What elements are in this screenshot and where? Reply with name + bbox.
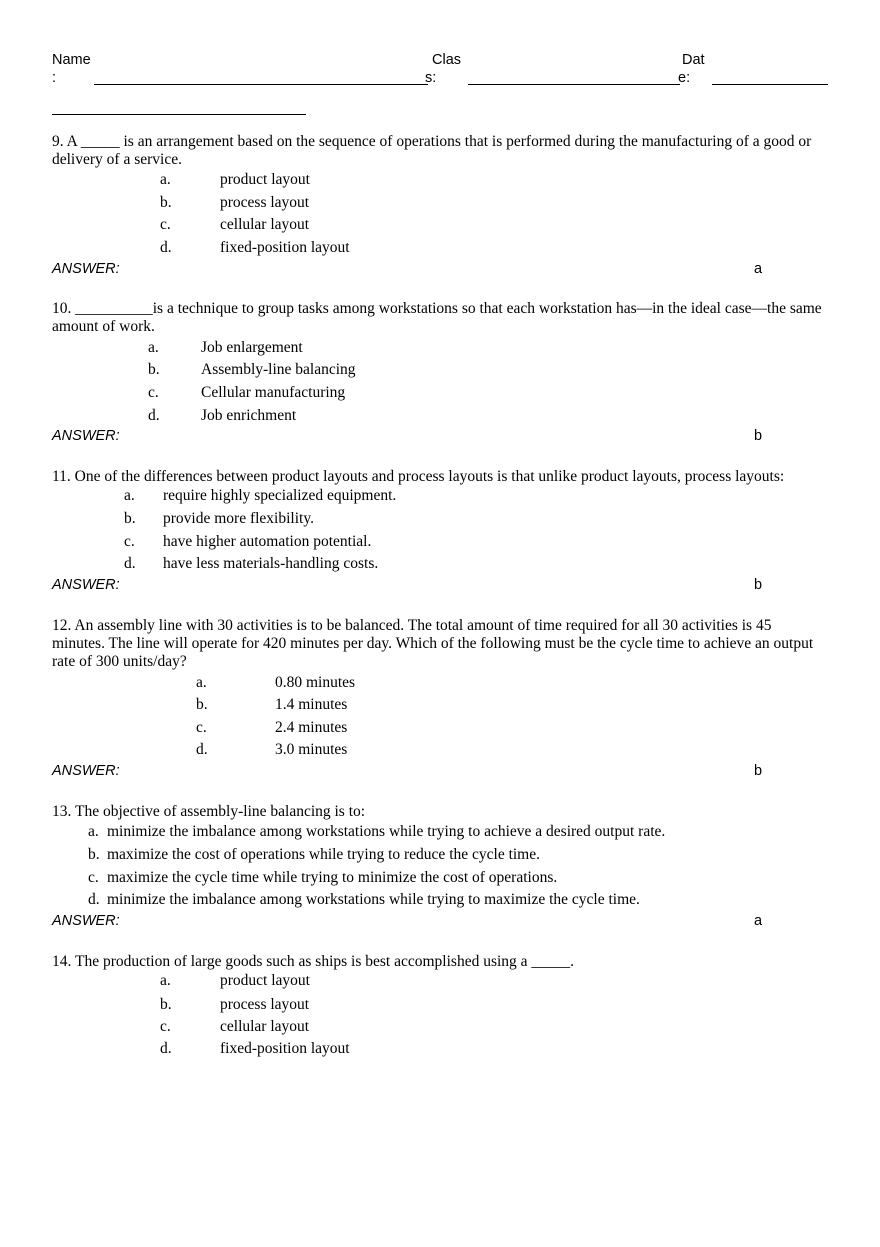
answer-value: b xyxy=(754,763,763,779)
option-text: fixed-position layout xyxy=(220,239,350,256)
class-field-line[interactable] xyxy=(468,84,680,85)
option-letter: a. xyxy=(88,823,99,840)
name-label: Name xyxy=(52,52,91,68)
question-text: 14. The production of large goods such as ships is best accomplished using a _____. xyxy=(52,953,575,970)
option-letter: c. xyxy=(88,869,99,886)
question-text: 11. One of the differences between product layouts and process layouts is that unlike product layouts, process layouts: xyxy=(52,468,785,485)
option-text: fixed-position layout xyxy=(220,1040,350,1057)
option-letter: d. xyxy=(160,1040,172,1057)
answer-label: ANSWER: xyxy=(52,261,120,277)
option-text: have less materials-handling costs. xyxy=(163,555,379,572)
date-label-suffix: e: xyxy=(678,70,691,86)
header-divider xyxy=(52,114,306,115)
question-text: 10. __________is a technique to group tasks among workstations so that each workstation has—in the ideal case—the same amount of work. xyxy=(52,300,822,335)
option-text: Cellular manufacturing xyxy=(201,384,346,401)
option-text: product layout xyxy=(220,171,310,188)
option-text: cellular layout xyxy=(220,216,310,233)
name-label-colon: : xyxy=(52,70,57,86)
option-letter: b. xyxy=(196,696,208,713)
option-text: Job enlargement xyxy=(201,339,303,356)
question-text: 12. An assembly line with 30 activities is to be balanced. The total amount of time required for all 30 activities is 45 minutes. The line will operate for 420 minutes per day. Which of the following must be the cycle time to achieve an output rate of 300 units/day? xyxy=(52,617,814,670)
question-text: 13. The objective of assembly-line balancing is to: xyxy=(52,803,366,820)
option-letter: b. xyxy=(148,361,160,378)
class-label-suffix: s: xyxy=(425,70,437,86)
answer-label: ANSWER: xyxy=(52,913,120,929)
option-letter: c. xyxy=(148,384,159,401)
option-letter: d. xyxy=(196,741,208,758)
answer-value: b xyxy=(754,577,763,593)
option-text: 3.0 minutes xyxy=(275,741,348,758)
option-text: 0.80 minutes xyxy=(275,674,356,691)
question-text: 9. A _____ is an arrangement based on the sequence of operations that is performed during the manufacturing of a good or delivery of a service. xyxy=(52,133,812,168)
option-text: cellular layout xyxy=(220,1018,310,1035)
option-text: minimize the imbalance among workstations while trying to achieve a desired output rate. xyxy=(107,823,666,840)
option-letter: c. xyxy=(160,216,171,233)
option-letter: d. xyxy=(148,407,160,424)
answer-label: ANSWER: xyxy=(52,577,120,593)
date-label: Dat xyxy=(682,52,705,68)
option-text: provide more flexibility. xyxy=(163,510,314,527)
answer-label: ANSWER: xyxy=(52,428,120,444)
option-text: process layout xyxy=(220,996,310,1013)
option-text: minimize the imbalance among workstations while trying to maximize the cycle time. xyxy=(107,891,640,908)
option-text: product layout xyxy=(220,972,310,989)
option-letter: c. xyxy=(124,533,135,550)
option-letter: b. xyxy=(160,996,172,1013)
answer-value: a xyxy=(754,261,763,277)
option-letter: d. xyxy=(160,239,172,256)
option-letter: d. xyxy=(124,555,136,572)
option-text: maximize the cycle time while trying to minimize the cost of operations. xyxy=(107,869,558,886)
option-text: 1.4 minutes xyxy=(275,696,348,713)
option-letter: b. xyxy=(88,846,100,863)
answer-value: b xyxy=(754,428,763,444)
option-letter: a. xyxy=(124,487,135,504)
option-text: process layout xyxy=(220,194,310,211)
option-letter: a. xyxy=(160,171,171,188)
class-label: Clas xyxy=(432,52,462,68)
option-letter: c. xyxy=(160,1018,171,1035)
option-letter: b. xyxy=(160,194,172,211)
option-letter: a. xyxy=(196,674,207,691)
option-letter: b. xyxy=(124,510,136,527)
name-field-line[interactable] xyxy=(94,84,428,85)
option-letter: d. xyxy=(88,891,100,908)
option-text: maximize the cost of operations while trying to reduce the cycle time. xyxy=(107,846,540,863)
option-text: 2.4 minutes xyxy=(275,719,348,736)
option-text: require highly specialized equipment. xyxy=(163,487,397,504)
option-text: Job enrichment xyxy=(201,407,297,424)
option-letter: a. xyxy=(148,339,159,356)
option-text: have higher automation potential. xyxy=(163,533,372,550)
answer-value: a xyxy=(754,913,763,929)
option-letter: a. xyxy=(160,972,171,989)
option-text: Assembly-line balancing xyxy=(201,361,356,378)
date-field-line[interactable] xyxy=(712,84,828,85)
answer-label: ANSWER: xyxy=(52,763,120,779)
option-letter: c. xyxy=(196,719,207,736)
